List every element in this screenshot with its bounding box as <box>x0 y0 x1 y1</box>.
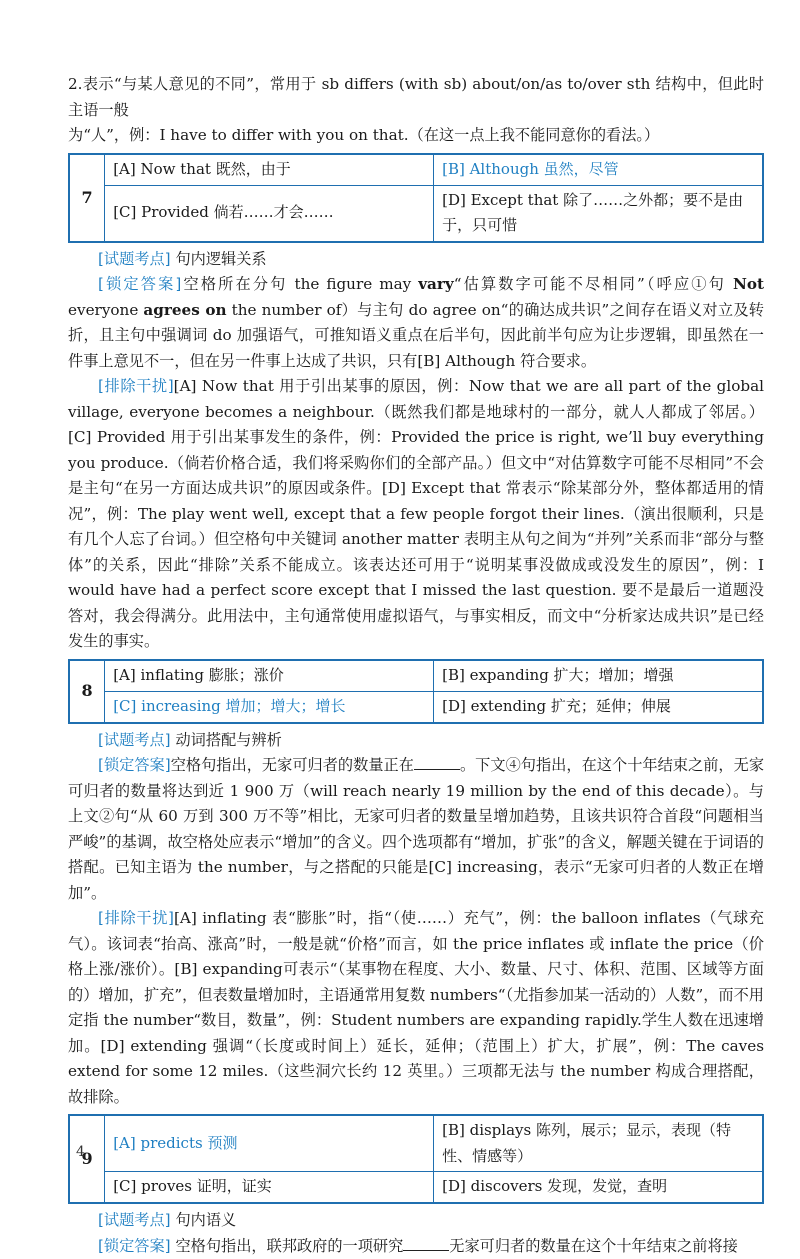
q8-exclude-text: [A] inflating 表“膨胀”时，指“（使……）充气”，例：the balloon inflates（气球充气）。该词表“抬高、涨高”时，一般是就“价格”而言，如 the price inflates 或 inflate the price（价格上涨/涨价）。[B] expanding可表示“（某事物在程度、大小、数量、尺寸、体积、范围、区域等方面的）增加，扩充”，但表数量增加时，主语通常用复数 numbers“（尤指参加某一活动的）人数”，而不用定指 the number“数目，数量”，例：Student numbers are expanding rapidly.学生人数在迅速增加。[D] extending 强调“（长度或时间上）延长，延伸；（范围上）扩大，扩展”，例：The caves extend for some 12 miles.（这些洞穴长约 12 英里。）三项都无法与 the number 构成合理搭配，故排除。 <box>68 909 764 1106</box>
q9-number: 9 <box>69 1115 105 1203</box>
intro-line-1: 2.表示“与某人意见的不同”，常用于 sb differs (with sb) about/on/as to/over sth 结构中，但此时主语一般 <box>68 72 764 123</box>
q7-exclude-text: [A] Now that 用于引出某事的原因，例：Now that we are all part of the global village, everyone becomes a neighbour.（既然我们都是地球村的一部分，就人人都成了邻居。）[C] Provided 用于引出某事发生的条件，例：Provided the price is right, we’ll buy everything you produce.（倘若价格合适，我们将采购你们的全部产品。）但文中“对估算数字可能不尽相同”不会是主句“在另一方面达成共识”的原因或条件。[D] Except that 常表示“除某部分外，整体都适用的情况”，例：The play went well, except that a few people forgot their lines.（演出很顺利，只是有几个人忘了台词。）但空格句中关键词 another matter 表明主从句之间为“并列”关系而非“部分与整体”的关系，因此“排除”关系不能成立。该表达还可用于“说明某事没做成或没发生的原因”，例：I would have had a perfect score except that I missed the last question. 要不是最后一道题没答对，我会得满分。此用法中，主句通常使用虚拟语气，与事实相反，而文中“分析家达成共识”是已经发生的事实。 <box>68 377 764 650</box>
q7-answer <box>68 272 764 374</box>
q7-answer-part-2: “估算数字可能不尽相同”（呼应①句 <box>454 275 726 293</box>
q9-topic <box>68 1208 764 1234</box>
q7-number: 7 <box>69 154 105 242</box>
q8-exclude-label: [排除干扰] <box>98 909 174 927</box>
q9-topic-text: 句内语义 <box>175 1211 236 1229</box>
q8-number: 8 <box>69 660 105 723</box>
q9-answer-blank <box>403 1236 449 1251</box>
intro-line-2: 为“人”，例：I have to differ with you on that.（在这一点上我不能同意你的看法。） <box>68 123 764 149</box>
q9-answer-part-1: 空格句指出，联邦政府的一项研究 <box>175 1237 403 1255</box>
q9-option-c: [C] proves 证明，证实 <box>105 1172 434 1204</box>
q7-option-b: [B] Although 虽然，尽管 <box>434 154 763 186</box>
q7-option-a: [A] Now that 既然，由于 <box>105 154 434 186</box>
q8-topic-text: 动词搭配与辨析 <box>175 731 281 749</box>
q8-options-table <box>68 659 764 724</box>
q8-option-b: [B] expanding 扩大；增加；增强 <box>434 660 763 692</box>
page-number: 4 <box>76 1140 85 1166</box>
q8-answer-part-1: 空格句指出，无家可归者的数量正在 <box>171 756 414 774</box>
q9-answer <box>68 1234 764 1259</box>
q7-answer-vary: vary <box>418 275 454 293</box>
q9-option-d: [D] discovers 发现，发觉，查明 <box>434 1172 763 1204</box>
q8-answer-label: [锁定答案] <box>98 756 171 774</box>
q7-exclude-label: [排除干扰] <box>98 377 174 395</box>
q8-option-d: [D] extending 扩充；延伸；伸展 <box>434 691 763 723</box>
q8-topic-label: [试题考点] <box>98 731 171 749</box>
q9-topic-label: [试题考点] <box>98 1211 171 1229</box>
q7-answer-part-3: everyone <box>68 301 138 319</box>
q7-option-d: [D] Except that 除了……之外都；要不是由于，只可惜 <box>434 185 763 242</box>
q7-topic <box>68 247 764 273</box>
q7-answer-not: Not <box>733 275 764 293</box>
q7-topic-text: 句内逻辑关系 <box>175 250 266 268</box>
q7-topic-label: [试题考点] <box>98 250 171 268</box>
q8-option-a: [A] inflating 膨胀；涨价 <box>105 660 434 692</box>
q8-answer-blank <box>414 755 460 770</box>
q8-exclude <box>68 906 764 1110</box>
q8-answer <box>68 753 764 906</box>
q8-topic <box>68 728 764 754</box>
q9-options-table <box>68 1114 764 1204</box>
q7-answer-label: [锁定答案] <box>98 275 181 293</box>
q7-option-c: [C] Provided 倘若……才会…… <box>105 185 434 242</box>
q9-option-a: [A] predicts 预测 <box>105 1115 434 1172</box>
q7-answer-agrees: agrees on <box>143 301 226 319</box>
q8-option-c: [C] increasing 增加；增大；增长 <box>105 691 434 723</box>
q8-answer-part-2: 。下文④句指出，在这个十年结束之前，无家可归者的数量将达到近 1 900 万（will reach nearly 19 million by the end of this decade）。与上文②句“从 60 万到 300 万不等”相比，无家可归者的数量呈增加趋势，且该共识符合首段“问题相当严峻”的基调，故空格处应表示“增加”的含义。四个选项都有“增加，扩张”的含义，解题关键在于词语的搭配。已知主语为 the number，与之搭配的只能是[C] increasing，表示“无家可归者的人数正在增加”。 <box>68 756 764 902</box>
q9-answer-part-2: 无家可归者的数量在这个十年结束之前将接 <box>449 1237 738 1255</box>
q7-answer-part-1: 空格所在分句 the figure may <box>181 275 411 293</box>
q7-options-table <box>68 153 764 243</box>
q7-exclude <box>68 374 764 655</box>
q9-answer-label: [锁定答案] <box>98 1237 171 1255</box>
q7-answer-part-4: the number of）与主句 do agree on“的确达成共识”之间存在语义对立及转折，且主句中强调词 do 加强语气，可推知语义重点在后半句，因此前半句应为让步逻辑，即虽然在一件事上意见不一，但在另一件事上达成了共识，只有[B] Although 符合要求。 <box>68 301 764 370</box>
page-content <box>68 68 764 1259</box>
q9-option-b: [B] displays 陈列，展示；显示，表现（特性、情感等） <box>434 1115 763 1172</box>
